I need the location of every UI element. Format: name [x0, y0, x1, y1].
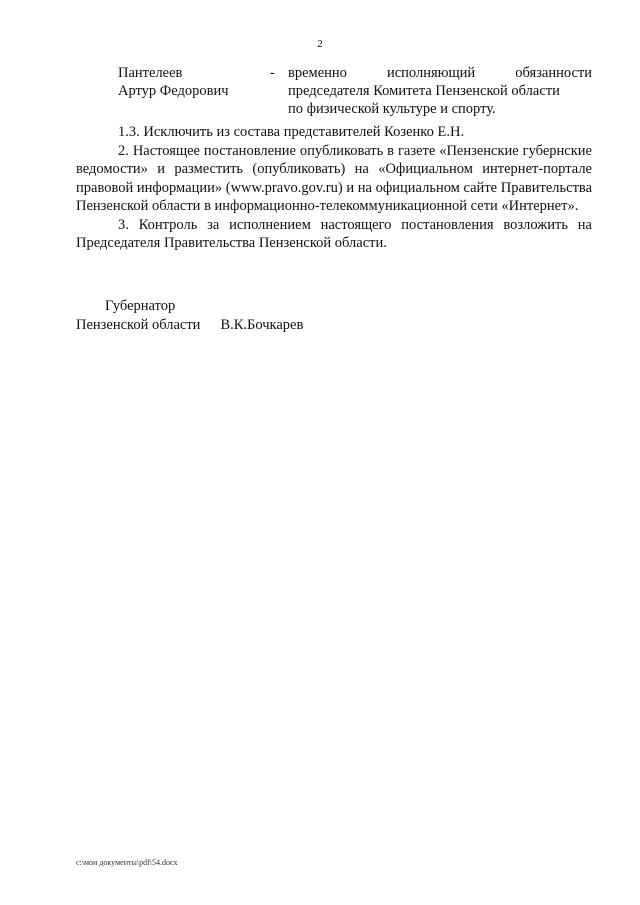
member-dash: - [270, 65, 275, 81]
signature-title: Губернатор [105, 298, 176, 314]
member-given-names: Артур Федорович [118, 83, 229, 99]
footer-file-path: c:\мои документы\pdf\54.docx [76, 858, 178, 867]
member-role-word: временно [288, 65, 347, 81]
member-role-line3: по физической культуре и спорту. [288, 101, 496, 117]
signatory-name: В.К.Бочкарев [220, 317, 304, 333]
paragraph-3: 3. Контроль за исполнением настоящего постановления возложить на Председателя Правительства Пензенской области. [76, 216, 592, 251]
member-role-line1 [288, 64, 592, 82]
member-surname: Пантелеев [118, 65, 183, 81]
member-role-word: обязанности [515, 65, 592, 81]
member-name [118, 64, 278, 100]
document-body [76, 123, 592, 253]
paragraph-1-3: 1.3. Исключить из состава представителей Козенко Е.Н. [118, 124, 465, 140]
member-role-word: исполняющий [386, 65, 476, 81]
page-number: 2 [317, 38, 323, 50]
signature-block [76, 297, 303, 335]
signature-row [76, 316, 303, 335]
member-role [288, 64, 592, 118]
paragraph-2: 2. Настоящее постановление опубликовать в газете «Пензенские губернские ведомости» и разместить (опубликовать) на «Официальном интернет-портале правовой информации» (www.pravo.gov.ru) и на официальном сайте Правительства Пензенской области в информационно-телекоммуникационной сети «Интернет». [76, 142, 592, 214]
signature-region: Пензенской области [76, 317, 201, 333]
member-role-line2: председателя Комитета Пензенской области [288, 83, 560, 99]
